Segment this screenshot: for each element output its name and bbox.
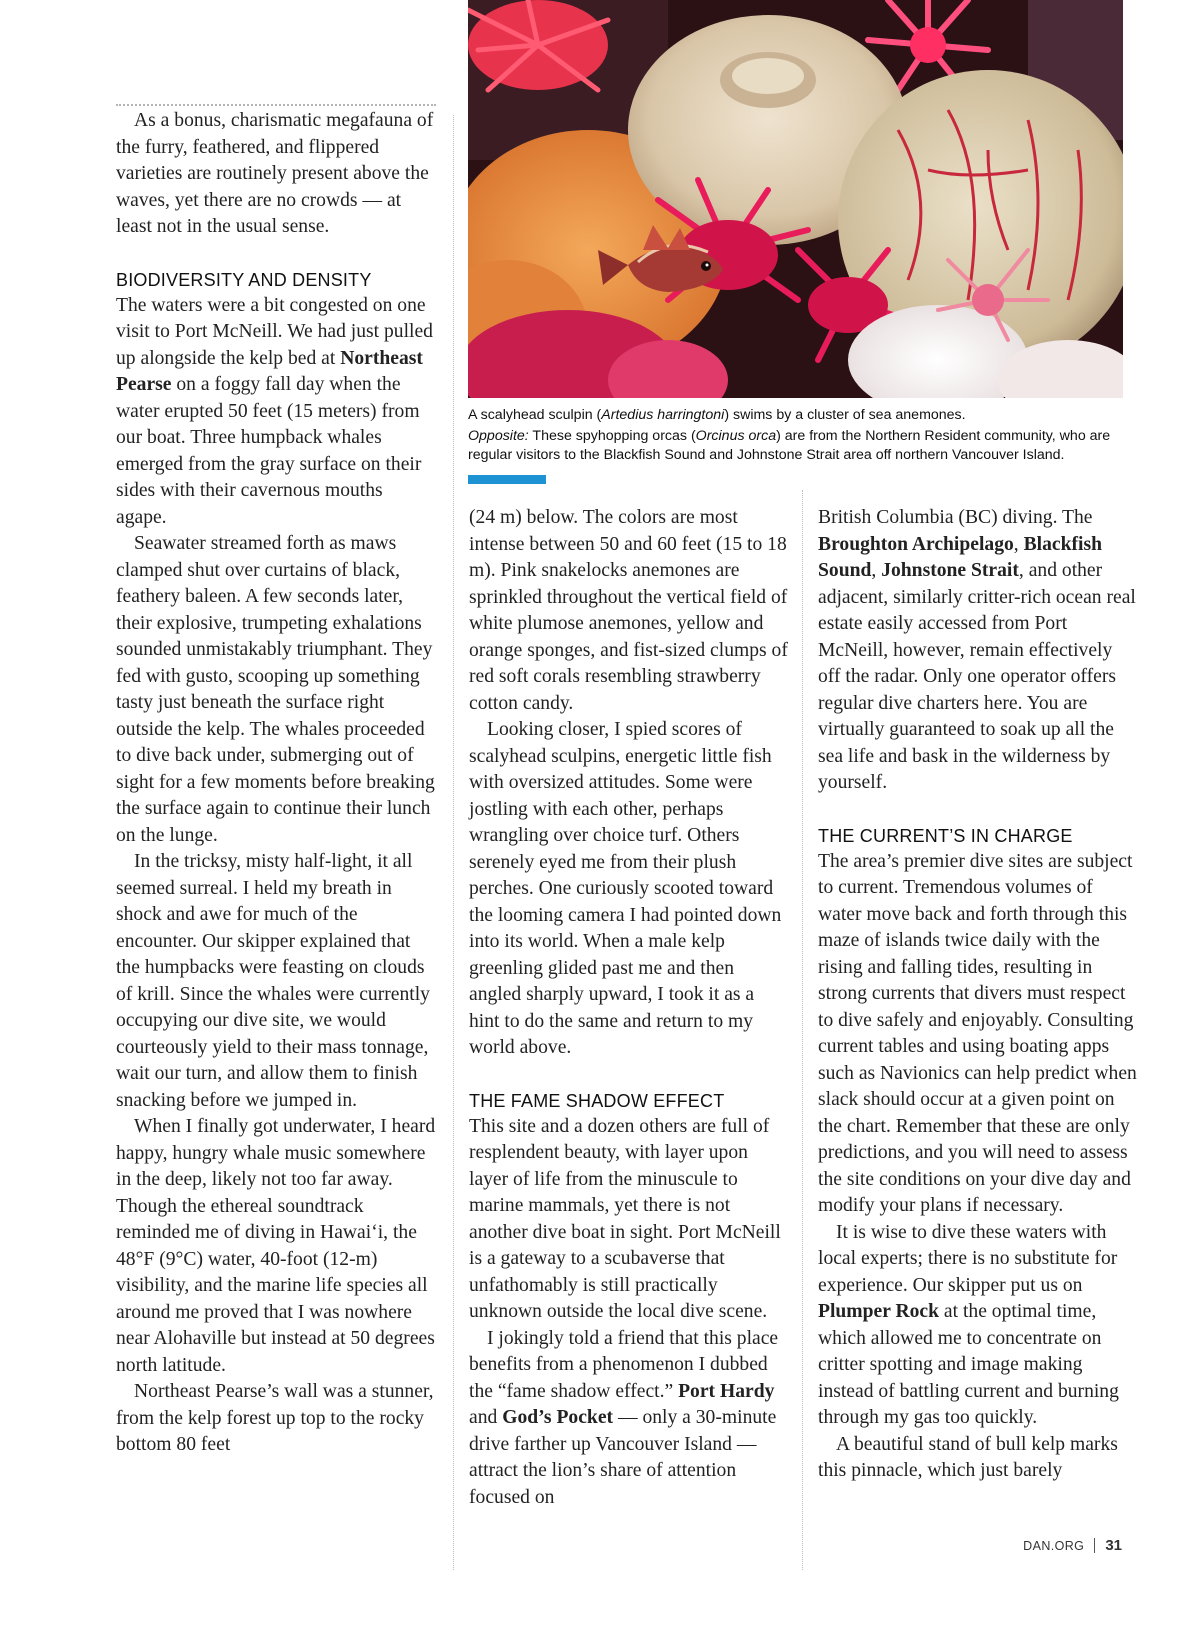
column-divider-1 bbox=[453, 115, 454, 1570]
paragraph: As a bonus, charismatic megafauna of the furry, feathered, and flippered varieties are routinely present above the waves, yet there are no crowds — at least not in the usual sense. bbox=[116, 110, 434, 237]
page-number: 31 bbox=[1105, 1537, 1122, 1554]
top-dotted-rule bbox=[116, 104, 436, 106]
paragraph: In the tricksy, misty half-light, it all seemed surreal. I held my breath in shock and awe for much of the encounter. Our skipper explained that the humpbacks were feasting on clouds of krill. Since the whales were currently occupying our dive site, we would courteously yield to their mass tonnage, wait our turn, and allow them to finish snacking before we jumped in. bbox=[116, 851, 430, 1111]
page-footer bbox=[1023, 1537, 1122, 1554]
article-column-1 bbox=[116, 108, 436, 1459]
paragraph: Northeast Pearse’s wall was a stunner, from the kelp forest up top to the rocky bottom 80 feet bbox=[116, 1381, 434, 1455]
photo-caption bbox=[468, 406, 1148, 467]
paragraph: The waters were a bit congested on one visit to Port McNeill. We had just pulled up alongside the kelp bed at Northeast Pearse on a foggy fall day when the water erupted 50 feet (15 meters) from our boat. Three humpback whales emerged from the gray surface on their sides with their cavernous mouths agape. bbox=[116, 294, 433, 528]
paragraph: British Columbia (BC) diving. The Broughton Archipelago, Blackfish Sound, Johnstone Strait, and other adjacent, similarly critter-rich ocean real estate easily accessed from Port McNeill, however, remain effectively off the radar. Only one operator offers regular dive charters here. You are virtually guaranteed to soak up all the sea life and bask in the wilderness by yourself. bbox=[818, 507, 1136, 793]
section-heading-current: THE CURRENT’S IN CHARGE bbox=[818, 825, 1073, 846]
site-name: DAN.ORG bbox=[1023, 1539, 1085, 1553]
paragraph: Looking closer, I spied scores of scalyhead sculpins, energetic little fish with oversized attitudes. Some were jostling with each other, perhaps wrangling over choice turf. Others serenely eyed me from their plush perches. One curiously scooted toward the looming camera I had pointed down into its world. When a male kelp greenling glided past me and then angled sharply upward, I took it as a hint to do the same and return to my world above. bbox=[469, 719, 782, 1058]
caption-line-2: Opposite: These spyhopping orcas (Orcinus orca) are from the Northern Resident community, who are regular visitors to the Blackfish Sound and Johnstone Strait area off northern Vancouver Island. bbox=[468, 428, 1111, 463]
caption-line-1: A scalyhead sculpin (Artedius harringtoni) swims by a cluster of sea anemones. bbox=[468, 407, 966, 423]
article-column-2 bbox=[469, 505, 789, 1511]
paragraph: It is wise to dive these waters with local experts; there is no substitute for experience. Our skipper put us on Plumper Rock at the optimal time, which allowed me to concentrate on critter spotting and image making instead of battling current and burning through my gas too quickly. bbox=[818, 1221, 1119, 1428]
paragraph: This site and a dozen others are full of resplendent beauty, with layer upon layer of life from the minuscule to marine mammals, yet there is not another dive boat in sight. Port McNeill is a gateway to a scubaverse that unfathomably is still practically unknown outside the local dive scene. bbox=[469, 1115, 781, 1322]
accent-bar bbox=[468, 475, 546, 484]
section-heading-biodiversity: BIODIVERSITY AND DENSITY bbox=[116, 269, 372, 290]
section-heading-fame-shadow: THE FAME SHADOW EFFECT bbox=[469, 1090, 725, 1111]
article-column-3 bbox=[818, 505, 1138, 1485]
paragraph: A beautiful stand of bull kelp marks this pinnacle, which just barely bbox=[818, 1433, 1118, 1481]
paragraph: When I finally got underwater, I heard happy, hungry whale music somewhere in the deep, likely not too far away. Though the ethereal soundtrack reminded me of diving in Hawaiʻi, the 48°F (9°C) water, 40-foot (12-m) visibility, and the marine life species all around me proved that I was nowhere near Alohaville but instead at 50 degrees north latitude. bbox=[116, 1116, 436, 1376]
footer-divider bbox=[1094, 1538, 1095, 1553]
paragraph: The area’s premier dive sites are subject to current. Tremendous volumes of water move back and forth through this maze of islands twice daily with the rising and falling tides, resulting in strong currents that divers must respect to dive safely and enjoyably. Consulting current tables and using boating apps such as Navionics can help predict when slack should occur at a given point on the chart. Remember that these are only predictions, and you will need to assess the site conditions on your dive day and modify your plans if necessary. bbox=[818, 850, 1137, 1216]
paragraph: (24 m) below. The colors are most intense between 50 and 60 feet (15 to 18 m). Pink snakelocks anemones are sprinkled throughout the vertical field of white plumose anemones, yellow and orange sponges, and fist-sized clumps of red soft corals resembling strawberry cotton candy. bbox=[469, 507, 788, 714]
paragraph: Seawater streamed forth as maws clamped shut over curtains of black, feathery baleen. A few seconds later, their explosive, trumpeting exhalations sounded unmistakably triumphant. They fed with gusto, scooping up something tasty just beneath the surface right outside the kelp. The whales proceeded to dive back under, submerging out of sight for a few moments before breaking the surface again to continue their lunch on the lunge. bbox=[116, 533, 435, 846]
column-divider-2 bbox=[802, 490, 803, 1570]
paragraph: I jokingly told a friend that this place benefits from a phenomenon I dubbed the “fame shadow effect.” Port Hardy and God’s Pocket — only a 30-minute drive farther up Vancouver Island — attract the lion’s share of attention focused on bbox=[469, 1327, 779, 1508]
sculpin-anemone-photo bbox=[468, 0, 1123, 398]
